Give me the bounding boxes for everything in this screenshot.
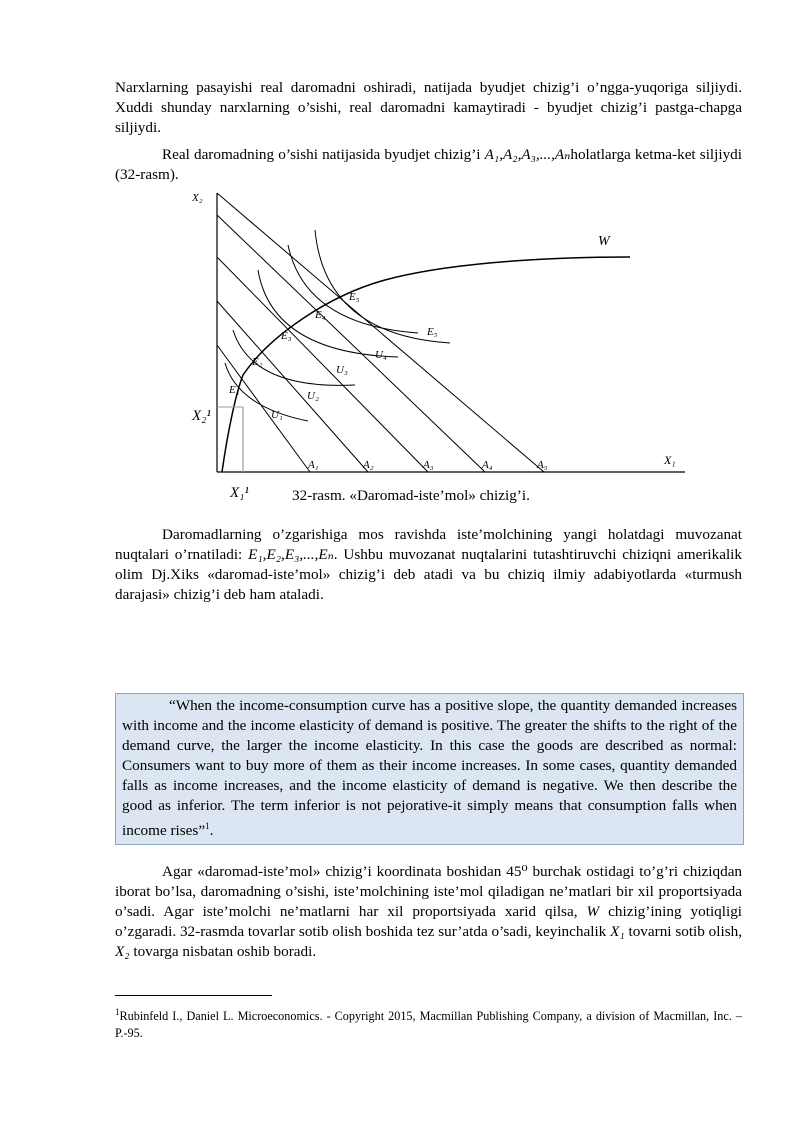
label-a1: A₁ [308,459,319,471]
indifference-curve-u4 [288,245,418,333]
label-e2: E₂ [252,356,263,368]
quote-footnote-ref: 1 [205,821,210,831]
label-a5: A₅ [537,459,548,471]
paragraph-equilibrium [115,525,742,605]
indifference-labels [271,326,438,421]
paragraph-proportions-t4: tovarni sotib olish, [628,923,743,940]
paragraph-real-income-text: Real daromadning o’sishi natijasida byudjet chizig’i [162,146,481,163]
label-u3: U₃ [336,364,348,376]
budget-line-a3 [217,257,428,472]
x1-mark-label: X₁¹ [230,485,249,501]
label-a2: A₂ [363,459,374,471]
y-axis-label: X₂ [192,192,203,204]
x-axis-label: X₁ [664,453,676,467]
x2-symbol: X₂ [115,943,130,960]
paragraph-equilibrium-text: Daromadlarning o’zgarishiga mos ravishda iste’molchining yangi holatdagi muvozanat nuqtalari o’rnatiladi: [115,526,742,563]
w-symbol: W [586,903,600,920]
quote-text: “When the income-consumption curve has a positive slope, the quantity demanded increases with income and the income elasticity of demand is positive. The greater the shifts to the right of the demand curve, the larger the income elasticity. In this case the goods are described as normal: Consumers want to buy more of them as their income increases. In some cases, quantity demanded falls as income increases, and the income elasticity of demand is negative. We then describe the good as inferior. The term inferior is not pejorative-it simply means that consumption falls when income rises” [122,697,737,840]
paragraph-proportions-t2: burchak ostidagi to’g’ri chiziqdan iborat bo’lsa, daromadning o’sishi, iste’molchining iste’mol qiladigan ne’matlari bir xil proportsiyada o’sadi. Agar iste’molchi ne’matlarni har xil proportsiyada xarid qilsa, [115,863,743,920]
label-e5: E₅ [349,291,360,303]
label-a3: A₃ [423,459,434,471]
curve-w-label: W [598,234,610,249]
label-e3: E₃ [281,330,292,342]
paragraph-price-effect: Narxlarning pasayishi real daromadni oshiradi, natijada byudjet chizig’i o’ngga-yuqoriga siljiydi. Xuddi shunday narxlarning o’sishi, real daromadni kamaytiradi - byudjet chizig’i pastga-chapga siljiydi. [115,79,742,136]
income-consumption-curve [222,257,630,472]
label-u2: U₂ [307,390,319,402]
budget-line-a1 [217,345,310,472]
angle-value: 45⁰ [506,863,528,880]
english-quote-box [115,693,744,845]
paragraph-real-income-end: holatlarga ketma-ket siljiydi (32-rasm). [115,146,742,183]
income-consumption-figure [180,185,700,515]
x2-mark-label: X₂¹ [192,408,211,424]
paragraph-proportions-t5: tovarga nisbatan oshib boradi. [133,943,317,960]
budget-line-labels [307,459,548,471]
paragraph-real-income [115,145,742,185]
label-a4: A₄ [482,459,493,471]
quote-end: . [209,822,214,840]
label-u5: E₅ [427,326,438,338]
budget-line-a4 [217,215,485,472]
label-u4: U₄ [375,349,387,361]
footnote-number: 1 [115,1007,120,1017]
paragraph-proportions-t3: chizig’ining yotiqligi o’zgaradi. 32-rasmda tovarlar sotib olish boshida tez sur’atda o’sadi, keyinchalik [115,903,743,940]
label-u1: U₁ [271,409,283,421]
budget-line-a5 [217,193,544,472]
paragraph-proportions [115,862,742,962]
footnote-text: Rubinfeld I., Daniel L. Microeconomics. - Copyright 2015, Macmillan Publishing Company, a division of Macmillan, Inc. –P.-95. [115,1009,742,1041]
figure-caption: 32-rasm. «Daromad-iste’mol» chizig’i. [292,487,530,504]
label-e4: E₄ [315,309,326,321]
x1-symbol: X₁ [610,923,625,940]
label-e1: E₁ [229,384,240,396]
equilibrium-sequence: E₁,E₂,E₃,...,Eₙ [248,546,334,563]
footnote [115,1004,742,1042]
paragraph-equilibrium-end: . Ushbu muvozanat nuqtalarini tutashtiruvchi chiziqni amerikalik olim Dj.Xiks «daromad-iste’mol» chizig’i deb atadi va bu chiziq ilmiy adabiyotlarda «turmush darajasi» chizig’i deb ham ataladi. [115,546,742,603]
footnote-separator [115,995,272,996]
paragraph-proportions-t1: Agar «daromad-iste’mol» chizig’i koordinata boshidan [162,863,502,880]
budget-line-sequence: A₁,A₂,A₃,...,Aₙ [484,146,571,163]
